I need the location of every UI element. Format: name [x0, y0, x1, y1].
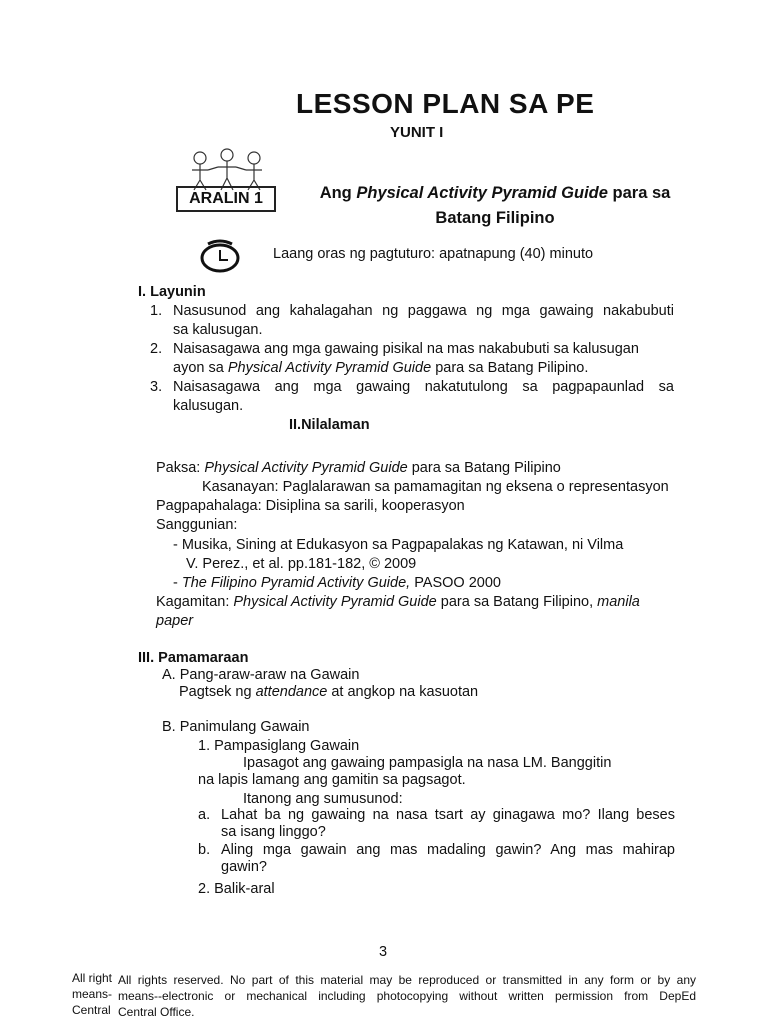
- step-b1-text: Ipasagot ang gawaing pampasigla na nasa LM. Banggitin: [243, 755, 612, 771]
- page-number: 3: [379, 944, 388, 960]
- kasanayan-line: Kasanayan: Paglalarawan sa pamamagitan ng eksena o representasyon: [202, 479, 669, 495]
- footer-fragment: All right means- Central: [72, 971, 113, 1017]
- section-nilalaman-heading: II.Nilalaman: [289, 417, 370, 433]
- step-b2-label: 2. Balik-aral: [198, 881, 275, 897]
- kagamitan-line: paper: [156, 613, 194, 629]
- step-b1-text: Itanong ang sumusunod:: [243, 791, 403, 807]
- unit-label: YUNIT I: [390, 124, 444, 141]
- reference-item: V. Perez., et al. pp.181-182, © 2009: [186, 556, 417, 572]
- section-layunin-heading: I. Layunin: [138, 284, 206, 300]
- paksa-line: Paksa: Physical Activity Pyramid Guide para sa Batang Pilipino: [156, 460, 561, 476]
- lesson-number-box: ARALIN 1: [176, 186, 276, 212]
- objective-number: 3.: [150, 379, 163, 395]
- objective-text: kalusugan.: [173, 398, 244, 414]
- time-allotment: Laang oras ng pagtuturo: apatnapung (40) minuto: [273, 246, 594, 262]
- pagpapahalaga-line: Pagpapahalaga: Disiplina sa sarili, kooperasyon: [156, 498, 465, 514]
- question-text: Aling mga gawain ang mas madaling gawin? Ang mas mahirap: [221, 842, 675, 858]
- question-text: Lahat ba ng gawaing na nasa tsart ay ginagawa mo? Ilang beses: [221, 807, 675, 823]
- objective-text: Naisasagawa ang mga gawaing pisikal na mas nakabubuti sa kalusugan: [173, 341, 639, 357]
- step-b1-label: 1. Pampasiglang Gawain: [198, 738, 360, 754]
- objective-text: sa kalusugan.: [173, 322, 263, 338]
- question-text: sa isang linggo?: [221, 824, 326, 840]
- step-b1-text: na lapis lamang ang gamitin sa pagsagot.: [198, 772, 466, 788]
- objective-number: 2.: [150, 341, 163, 357]
- question-letter: a.: [198, 807, 211, 823]
- objective-text: Nasusunod ang kahalagahan ng paggawa ng mga gawaing nakabubuti: [173, 303, 674, 319]
- objective-number: 1.: [150, 303, 163, 319]
- clock-icon: [198, 238, 242, 274]
- copyright-notice: All rights reserved. No part of this material may be reproduced or transmitted in any form or by any means--electronic or mechanical including photocopying without written permission from DepEd Central Office.: [118, 973, 696, 1019]
- lesson-title: Ang Physical Activity Pyramid Guide para sa Batang Filipino: [319, 184, 671, 227]
- question-text: gawin?: [221, 859, 267, 875]
- step-a-text: Pagtsek ng attendance at angkop na kasuotan: [179, 684, 479, 700]
- sanggunian-label: Sanggunian:: [156, 517, 238, 533]
- kagamitan-line: Kagamitan: Physical Activity Pyramid Guide para sa Batang Filipino, manila: [156, 594, 640, 610]
- step-a-label: A. Pang-araw-araw na Gawain: [162, 667, 360, 683]
- objective-text: ayon sa Physical Activity Pyramid Guide para sa Batang Pilipino.: [173, 360, 589, 376]
- page-title: LESSON PLAN SA PE: [296, 88, 595, 119]
- question-letter: b.: [198, 842, 211, 858]
- reference-item: - Musika, Sining at Edukasyon sa Pagpapalakas ng Katawan, ni Vilma: [173, 537, 624, 553]
- section-pamamaraan-heading: III. Pamamaraan: [138, 650, 249, 666]
- objective-text: Naisasagawa ang mga gawaing nakatutulong sa pagpapaunlad sa: [173, 379, 674, 395]
- reference-item: - The Filipino Pyramid Activity Guide, PASOO 2000: [173, 575, 501, 591]
- step-b-label: B. Panimulang Gawain: [162, 719, 310, 735]
